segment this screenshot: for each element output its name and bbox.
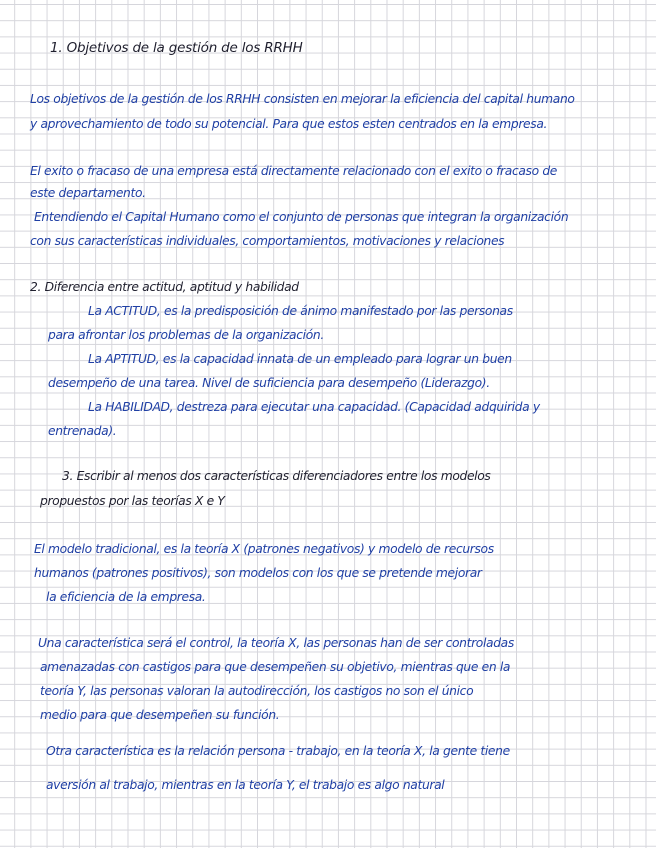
text-line: La HABILIDAD, destreza para ejecutar una capacidad. (Capacidad adquirida y <box>88 400 540 414</box>
text-line: El exito o fracaso de una empresa está directamente relacionado con el exito o fracaso de <box>30 164 558 178</box>
text-line: La APTITUD, es la capacidad innata de un empleado para lograr un buen <box>88 352 512 366</box>
text-line: teoría Y, las personas valoran la autodirección, los castigos no son el único <box>40 684 474 698</box>
text-line: desempeño de una tarea. Nivel de suficiencia para desempeño (Liderazgo). <box>48 376 490 390</box>
heading-diferencia: 2. Diferencia entre actitud, aptitud y habilidad <box>30 280 299 294</box>
text-line: amenazadas con castigos para que desempeñen su objetivo, mientras que en la <box>40 660 511 674</box>
text-line: medio para que desempeñen su función. <box>40 708 280 722</box>
text-line: Entendiendo el Capital Humano como el conjunto de personas que integran la organización <box>34 210 569 224</box>
heading-teorias-cont: propuestos por las teorías X e Y <box>40 494 225 508</box>
text-line: Otra característica es la relación persona - trabajo, en la teoría X, la gente tiene <box>46 744 510 758</box>
heading-teorias: 3. Escribir al menos dos características diferenciadores entre los modelos <box>62 469 491 483</box>
text-line: y aprovechamiento de todo su potencial. Para que estos esten centrados en la empresa. <box>30 117 548 131</box>
heading-objetivos: 1. Objetivos de la gestión de los RRHH <box>50 40 303 56</box>
text-line: la eficiencia de la empresa. <box>46 590 206 604</box>
text-line: para afrontar los problemas de la organización. <box>48 328 324 342</box>
text-line: Una característica será el control, la teoría X, las personas han de ser controladas <box>38 636 514 650</box>
text-line: Los objetivos de la gestión de los RRHH consisten en mejorar la eficiencia del capital humano <box>30 92 575 106</box>
text-line: este departamento. <box>30 186 146 200</box>
text-line: humanos (patrones positivos), son modelos con los que se pretende mejorar <box>34 566 482 580</box>
text-line: La ACTITUD, es la predisposición de ánimo manifestado por las personas <box>88 304 513 318</box>
text-line: entrenada). <box>48 424 117 438</box>
text-line: El modelo tradicional, es la teoría X (patrones negativos) y modelo de recursos <box>34 542 494 556</box>
text-line: con sus características individuales, comportamientos, motivaciones y relaciones <box>30 234 505 248</box>
text-line: aversión al trabajo, mientras en la teoría Y, el trabajo es algo natural <box>46 778 445 792</box>
